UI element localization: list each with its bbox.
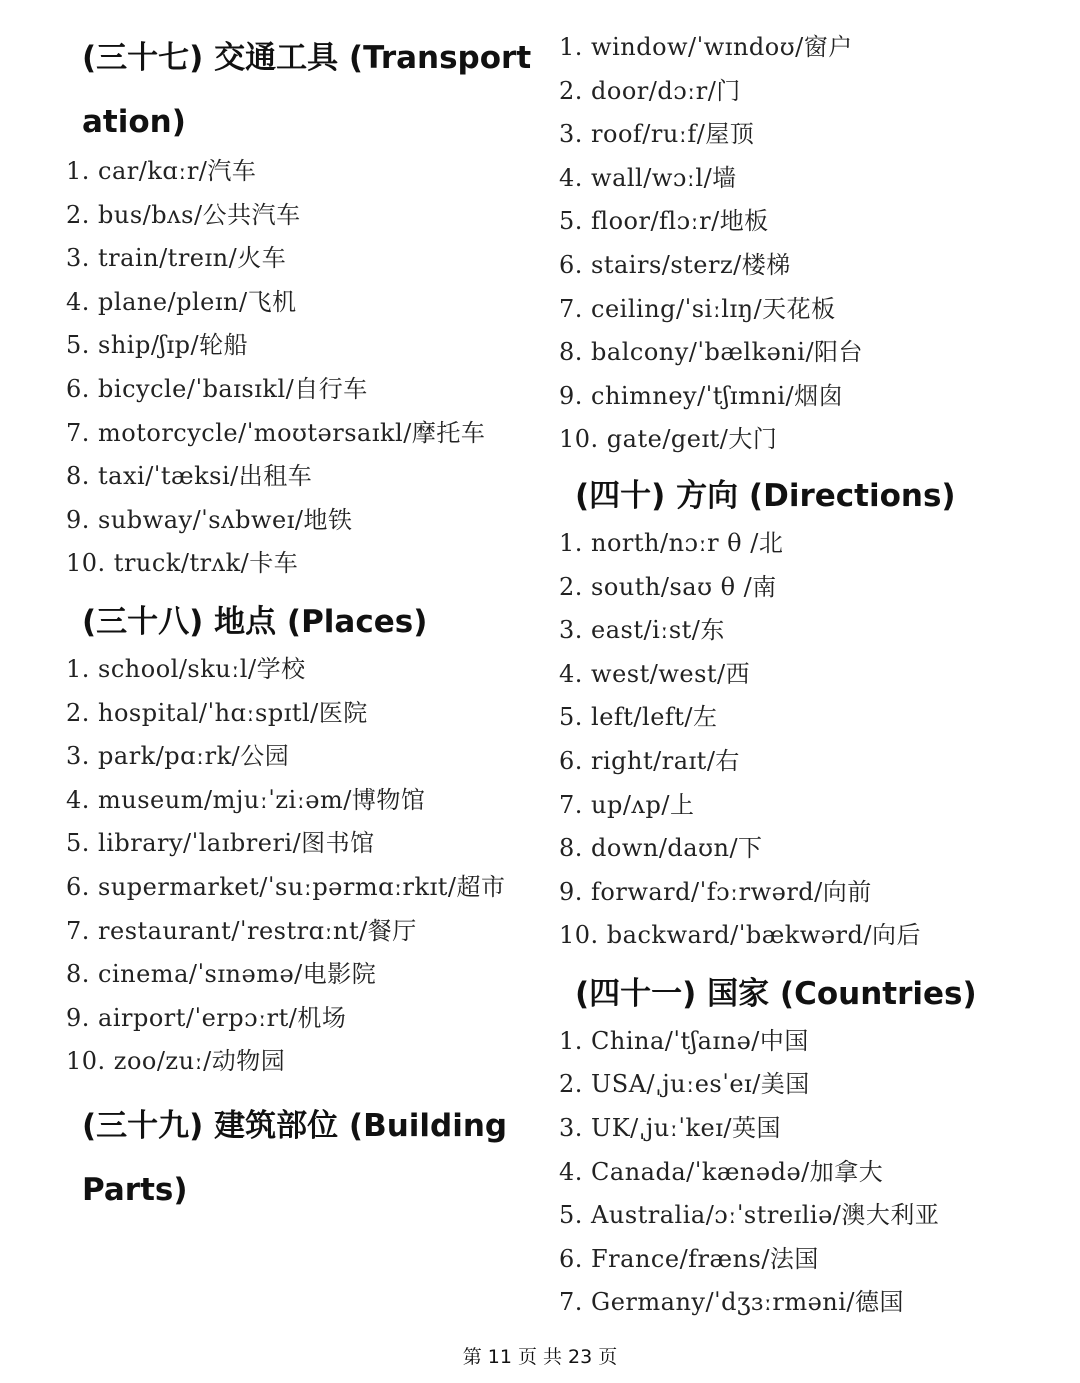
section-heading: (三十九) 建筑部位 (Building Parts) (82, 1107, 508, 1208)
vocab-item: 2. door/dɔːr/门 (559, 76, 741, 105)
vocab-item: 4. Canada/ˈkænədə/加拿大 (559, 1157, 884, 1186)
vocab-item: 3. park/pɑːrk/公园 (66, 742, 290, 771)
vocab-list (559, 26, 1064, 462)
vocab-list (559, 522, 1064, 958)
page-footer: 第 11 页 共 23 页 (462, 1346, 618, 1368)
vocab-item: 4. west/west/西 (559, 659, 751, 688)
vocab-item: 4. museum/mjuːˈziːəm/博物馆 (66, 785, 426, 814)
left-column (66, 0, 534, 1222)
vocab-item: 6. right/raɪt/右 (559, 746, 740, 775)
vocab-item: 3. roof/ruːf/屋顶 (559, 120, 755, 149)
vocab-item: 7. restaurant/ˈrestrɑːnt/餐厅 (66, 916, 417, 945)
section-countries (559, 962, 1064, 1325)
vocab-item: 9. chimney/ˈtʃɪmni/烟囱 (559, 381, 844, 410)
section-heading: (四十一) 国家 (Countries) (575, 975, 977, 1012)
vocab-item: 1. north/nɔːr θ /北 (559, 528, 784, 557)
vocab-item: 6. stairs/sterz/楼梯 (559, 250, 791, 279)
section-transportation (66, 26, 534, 586)
vocab-item: 8. cinema/ˈsɪnəmə/电影院 (66, 960, 377, 989)
vocab-item: 7. up/ʌp/上 (559, 790, 695, 819)
vocab-item: 1. window/ˈwɪndoʊ/窗户 (559, 33, 853, 61)
vocab-item: 5. ship/ʃɪp/轮船 (66, 331, 249, 360)
vocab-item: 2. USA/ˌjuːesˈeɪ/美国 (559, 1070, 810, 1099)
vocab-item: 5. floor/flɔːr/地板 (559, 207, 769, 236)
vocab-item: 4. wall/wɔːl/墙 (559, 163, 737, 192)
vocab-item: 9. subway/ˈsʌbweɪ/地铁 (66, 505, 353, 534)
right-column (559, 0, 1064, 1325)
vocab-item: 3. train/treɪn/火车 (66, 244, 287, 273)
vocab-item: 4. plane/pleɪn/飞机 (66, 287, 297, 316)
vocab-list (559, 1020, 1064, 1325)
vocab-item: 2. bus/bʌs/公共汽车 (66, 200, 301, 229)
vocab-item: 3. east/iːst/东 (559, 616, 725, 645)
vocab-item: 5. left/left/左 (559, 703, 718, 732)
vocab-item: 5. library/ˈlaɪbreri/图书馆 (66, 829, 375, 858)
vocab-list (66, 648, 534, 1084)
vocab-item: 5. Australia/ɔːˈstreɪliə/澳大利亚 (559, 1201, 940, 1230)
vocab-item: 1. China/ˈtʃaɪnə/中国 (559, 1026, 809, 1055)
vocab-item: 10. backward/ˈbækwərd/向后 (559, 921, 921, 950)
vocab-item: 8. down/daʊn/下 (559, 834, 763, 863)
vocab-item: 1. car/kɑːr/汽车 (66, 157, 257, 185)
vocab-item: 6. supermarket/ˈsuːpərmɑːrkɪt/超市 (66, 872, 506, 901)
vocab-item: 10. zoo/zuː/动物园 (66, 1047, 286, 1076)
vocab-item: 6. bicycle/ˈbaɪsɪkl/自行车 (66, 374, 368, 403)
vocab-item: 7. ceiling/ˈsiːlɪŋ/天花板 (559, 294, 836, 323)
vocab-item: 2. hospital/ˈhɑːspɪtl/医院 (66, 698, 368, 727)
vocab-item: 7. Germany/ˈdʒɜːrməni/德国 (559, 1288, 904, 1317)
section-directions (559, 464, 1064, 958)
section-building-parts (66, 1094, 534, 1222)
vocab-item: 8. balcony/ˈbælkəni/阳台 (559, 338, 864, 367)
vocab-item: 9. forward/ˈfɔːrwərd/向前 (559, 877, 872, 906)
vocab-item: 10. truck/trʌk/卡车 (66, 549, 299, 578)
vocab-item: 9. airport/ˈerpɔːrt/机场 (66, 1003, 347, 1032)
vocab-item: 2. south/saʊ θ /南 (559, 572, 777, 601)
vocab-item: 10. gate/geɪt/大门 (559, 425, 778, 454)
vocab-item: 1. school/skuːl/学校 (66, 654, 306, 683)
section-heading: (四十) 方向 (Directions) (575, 477, 956, 514)
section-places (66, 590, 534, 1084)
section-heading: (三十七) 交通工具 (Transportation) (82, 40, 532, 140)
vocab-list (66, 150, 534, 586)
vocab-item: 7. motorcycle/ˈmoʊtərsaɪkl/摩托车 (66, 418, 486, 447)
vocab-item: 3. UK/ˌjuːˈkeɪ/英国 (559, 1114, 781, 1143)
vocab-item: 6. France/fræns/法国 (559, 1244, 819, 1273)
vocab-item: 8. taxi/ˈtæksi/出租车 (66, 462, 313, 491)
section-heading: (三十八) 地点 (Places) (82, 603, 428, 640)
